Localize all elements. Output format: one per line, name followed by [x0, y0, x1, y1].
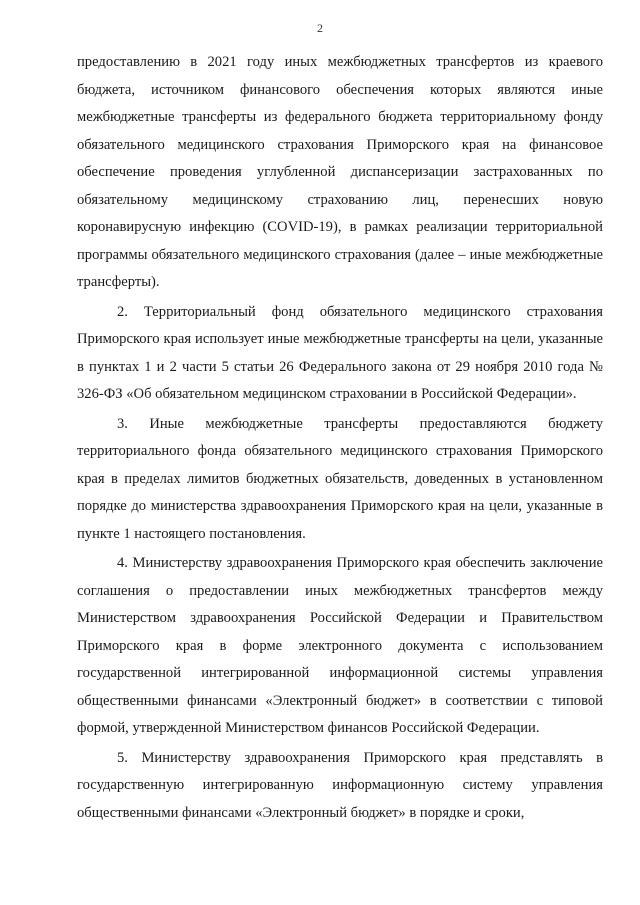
paragraph-item-5: 5. Министерству здравоохранения Приморского края представлять в государственную интегрированную информационную систему управления общественными финансами «Электронный бюджет» в порядке и сроки,: [77, 749, 603, 821]
paragraph-item-4: 4. Министерству здравоохранения Приморского края обеспечить заключение соглашения о предоставлении иных межбюджетных трансфертов между Министерством здравоохранения Российской Федерации и Правительством Приморского края в форме электронного документа с использованием государственной интегрированной информационной системы управления общественными финансами «Электронный бюджет» в соответствии с типовой формой, утвержденной Министерством финансов Российской Федерации.: [77, 555, 603, 736]
page-number: 2: [317, 21, 323, 35]
paragraph-item-3: 3. Иные межбюджетные трансферты предоставляются бюджету территориального фонда обязательного медицинского страхования Приморского края в пределах лимитов бюджетных обязательств, доведенных в установленном порядке до министерства здравоохранения Приморского края на цели, указанные в пункте 1 настоящего постановления.: [77, 415, 603, 542]
paragraph-item-2: 2. Территориальный фонд обязательного медицинского страхования Приморского края использует иные межбюджетные трансферты на цели, указанные в пунктах 1 и 2 части 5 статьи 26 Федерального закона от 29 ноября 2010 года № 326-ФЗ «Об обязательном медицинском страховании в Российской Федерации».: [77, 303, 603, 402]
document-body: [77, 49, 603, 829]
paragraph-continuation: предоставлению в 2021 году иных межбюджетных трансфертов из краевого бюджета, источником финансового обеспечения которых являются иные межбюджетные трансферты из федерального бюджета территориальному фонду обязательного медицинского страхования Приморского края на финансовое обеспечение проведения углубленной диспансеризации застрахованных по обязательному медицинскому страхованию лиц, перенесших новую коронавирусную инфекцию (COVID-19), в рамках реализации территориальной программы обязательного медицинского страхования (далее – иные межбюджетные трансферты).: [77, 54, 603, 290]
